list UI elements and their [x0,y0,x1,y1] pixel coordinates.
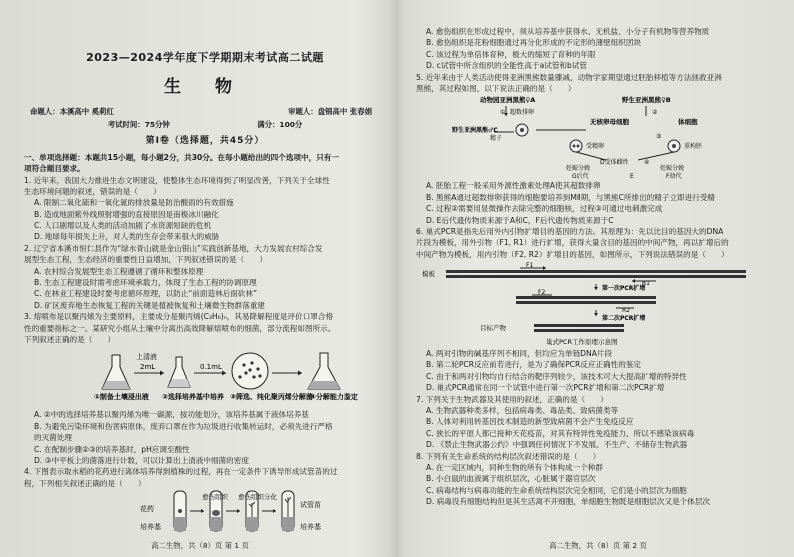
option-line: D. ③中平板上的菌落进行计数，可以计算出上清液中细菌的密度 [34,455,249,465]
option-line: B. 生态工程建设时需考虑环境承载力，体现了生态工程的协调原理 [34,278,257,288]
petri-dish-icon [232,353,268,389]
proposer: 命题人：本溪高中 奚莉红 [30,107,114,116]
page-footer-2: 高二生物，共（8）页 第 2 页 [549,540,647,550]
figure-nested-pcr [416,260,784,348]
isolation-diagram [24,345,384,409]
exam-info [24,119,386,130]
questions-block-1 [24,152,386,346]
option-line: A. 农村综合发展型生态工程遵循了循环和整体原理 [34,266,204,276]
option-line: C. 由于和两对引物均自行结合的靶序列较少，该技术可大大提高扩增的特异性 [426,371,687,381]
option-line: D. 地球每年损失上升，对人类的生存会带来很大的威胁 [34,232,220,242]
flask-icon [102,355,130,389]
zygote-label: 受精卵 [586,143,605,151]
text-line: 黑熊，其过程如图，以下说法正确的是（ ） [416,83,576,93]
plantlet-label: 试管苗 [300,501,321,510]
option-line: A. ②中的选择培养基以聚丙烯为唯一碳源，按功能划分，该培养基属于液体培养基 [34,410,309,420]
volume-label-2: 0.1mL [200,363,222,372]
step-label-2: ②选择培养基中培养 [162,393,224,402]
section-title: 第Ⅰ卷（选择题，共45分） [145,136,265,147]
page-footer-1: 高二生物，共（8）页 第 1 页 [151,540,249,550]
option-line: B. 人体对利用转基因技术制造的新型致病菌不会产生免疫反应 [426,417,634,427]
step-label-1: ①制备土壤浸出液 [94,393,149,402]
exam-score: 满分：100分 [257,120,303,130]
text-line: 程，下列相关叙述正确的是（ ） [24,478,146,488]
step-4: ④ [644,159,650,167]
medium-label: 培养基 [140,523,161,532]
author-info [24,106,386,117]
option-line: D. 矿区废弃地生态恢复工程的关键是植被恢复和土壤微生物群落重建 [34,300,265,310]
product-label: 目标产物 [480,324,506,333]
option-line: C. 病毒结构与病毒功能的生命系统结构层次完全相同，它们是小的层次为细胞 [426,485,687,495]
text-line: 下列叙述正确的是（ ） [24,334,116,344]
round1-label: 第一次PCR扩增 [602,285,646,293]
option-line: C. 在林业工程建设时要考虑循环原理，以防止“前面造林后面砍林” [34,289,258,299]
option-line: C. 过程②需要用显微操作去除完整的细胞核，过程③可通过电刺激完成 [426,204,663,214]
pcr-caption: 巢式PCR工作原理示意图 [546,338,618,347]
step-3: ③ [656,133,662,141]
reconstructed-label: 重构胚 [684,143,703,151]
option-line: C. 在配制步骤②③的培养基时，pH应调至酸性 [34,444,190,454]
text-line: 1. 近年来，我国大力推进生态文明建设，使整体生态环境得到了明显改善，下列关于全球性 [24,175,330,185]
option-line: D. 《禁止生物武器公约》中强调任何情况下不发展、不生产、不储存生物武器 [426,440,688,450]
template-label: 模板 [422,270,435,279]
option-line: C. 人口剧增以及人类的活动加剧了水资源短缺的危机 [34,221,212,231]
f1-label: F1 [526,262,534,270]
option-line: B. 为避免污染环境和伤害病原体，废弃口罩在作为垃圾进行收集转运时，必须先进行严格 [34,421,333,431]
subject-title: 生 物 [164,76,246,97]
flask-icon [308,353,340,389]
anther-label: 花药 [140,505,154,514]
option-line: A. 限制二氧化硫和一氧化氮的排放量是防治酸雨的有效措施 [34,198,234,208]
text-line: 6. 巢式PCR是指先后用外内引物扩增目的基因的方法。其原理为：先以比目的基因大的DNA [416,226,724,236]
option-line: A. 生物武器种类多样，包括病毒类、毒品类、致病菌类等 [426,406,619,416]
option-line: B. 小白鼠的血液属于组织层次，心脏属于器官层次 [426,474,596,484]
option-line: A. 愈伤组织在形成过程中，须从培养基中获得水、无机盐、小分子有机物等营养物质 [426,27,710,36]
f2-label: F2 [538,289,546,297]
test-tube-d-icon [282,491,294,531]
text-line: 生态环境问题的叙述，错误的是（ ） [24,186,161,196]
option-line: 的灭菌处理 [34,433,72,443]
medium-label-2: 培养基 [300,523,321,532]
figure-isolation-process [24,345,386,409]
pregnancy-label-1: 妊娠分娩 [566,165,591,173]
option-line: A. 胚胎工程一般采用外源性激素处理A使其超数排卵 [426,181,601,191]
option-line: D. 病毒没有细胞结构但是其生活离不开细胞，单细胞生物既是细胞层次又是个体层次 [426,497,711,507]
exam-title: 2023—2024学年度下学期期末考试高二试题 [86,51,324,64]
r1-label: R1 [642,280,650,288]
step-label-4: ④分解能力鉴定 [310,393,358,402]
enucleated-label: 无核卵母细胞 [590,118,629,127]
text-line: 7. 下列关于生物武器及其使用的叙述，正确的是（ ） [416,394,608,404]
step-1: ① [500,109,506,117]
volume-label: 2mL [140,363,156,372]
egg-cell-icon [516,124,528,136]
sperm-label: 精子 [490,135,503,143]
embryo-e-label: E [630,173,634,181]
supernatant-label: 上清液 [136,353,157,362]
somatic-label: 体细胞 [678,118,698,127]
questions-block-3 [416,26,784,94]
flask-icon [168,357,190,387]
animal-c-label: 野生亚洲黑熊♂C [452,127,498,135]
nested-pcr-diagram [416,260,784,348]
option-line: D. c试管中所含组织的全能性高于a试管和b试管 [426,61,588,71]
reconstructed-embryo-icon [668,140,680,152]
text-line: 3. 熔喷布是以聚丙烯为主要原料，主要成分是聚丙烯(C₃H₆)ₙ，其易降解程度是评价口罩合格 [24,312,334,322]
callus-diff-label: 愈伤组织分化 [238,493,277,502]
option-line: D. 巢式PCR通常在同一个试管中进行第一次PCR扩增和第二次PCR扩增 [426,383,665,393]
questions-block-4 [416,180,784,260]
round2-label: 第二次PCR扩增 [602,315,646,323]
text-line: 展型生态工程，生态经济的重要性日益增加，下列叙述错误的是（ ） [24,255,267,265]
embryo-transfer-diagram [416,94,784,180]
option-line: C. 狭长的平原人都已接种天花疫苗，对其有特异性免疫能力，所以不感染该病毒 [426,428,695,438]
recipient-label: D受体雌性 [600,159,629,167]
option-line: A. 在一定区域内，同种生物的所有个体构成一个种群 [426,462,603,472]
text-line: 性的重要指标之一。某研究小组从土壤中分离出高效降解熔喷布的细菌，部分流程如图所示。 [24,323,336,333]
text-line: 5. 近年来由于人类活动使得亚洲黑熊数量骤减，动物学家期望通过胚胎移植等方法拯救亚洲 [416,72,722,82]
figure-anther-culture [24,489,386,535]
r2-label: R2 [622,307,630,315]
text-line: 中间产物为模板，用内引物（F2, R2）扩增目的基因，如图所示，下列说法错误的是（ ） [416,249,729,259]
option-line: B. 黑熊A通过超数排卵获得的细胞要培养到MⅡ期，与黑熊C所排出的精子立即进行受精 [426,192,716,202]
option-line: A. 两对引物的碱基序列不相同，但均应为单链DNA片段 [426,349,613,359]
reviewer: 审题人：盘锦高中 张春娟 [288,107,372,116]
superovulation-label: 超数排卵 [510,109,535,117]
zygote-icon [570,140,582,152]
animal-b-label: 野生亚洲黑熊♀B [622,96,671,105]
questions-block-5 [416,348,784,507]
text-line: 项符合题目要求。 [24,164,85,174]
text-line: 片段为模板，用外引物（F1, R1）进行扩增，获得大量含目的基因的中间产物，再以扩增后的 [416,238,729,248]
option-line: C. 该过程为单倍体育种，极大的缩短了育种的年限 [426,49,596,59]
offspring-f-label: F幼代 [666,173,682,181]
option-line: D. E后代遗传物质来源于A和C，F后代遗传物质来源于C [426,215,614,225]
option-line: B. 第二轮PCR反应前若进行，是为了确保PCR反应正确性的鉴定 [426,360,642,370]
step-label-3: ③筛选、纯化聚丙烯分解菌 [230,393,313,402]
anther-culture-diagram [24,489,384,535]
questions-block-2 [24,409,386,489]
callus-label: 愈伤组织 [202,493,228,502]
test-tube-a-icon [174,491,186,531]
text-line: 4. 下图表示取水稻的花药进行离体培养得到植株的过程，再在一定条件下诱导形成试管苗的过 [24,467,338,477]
page-2 [402,0,794,557]
text-line: 8. 下列有关生命系统的结构层次叙述错误的是（ ） [416,451,601,461]
offspring-g-label: G后代 [572,173,589,181]
step-2: ② [652,109,658,117]
option-line: B. 愈伤组织是花粉细胞通过再分化形成的不定形的薄壁组织团块 [426,38,642,48]
figure-embryo-transfer [416,94,784,180]
pregnancy-label-2: 妊娠分娩 [660,165,685,173]
animal-a-label: 动物园亚洲黑熊♀A [480,96,536,105]
option-line: B. 造成地面紫外线照射增强的直接原因是南极冰川融化 [34,209,219,219]
text-line: 2. 辽宁省本溪市恒仁县作为“绿水青山就是金山银山”实践创新基地，大力发展农村综合发 [24,243,323,253]
text-line: 一、单项选择题：本题共15小题，每小题2分，共30分。在每小题给出的四个选项中，只有一 [24,152,339,162]
exam-time: 考试时间：75分钟 [107,120,170,130]
